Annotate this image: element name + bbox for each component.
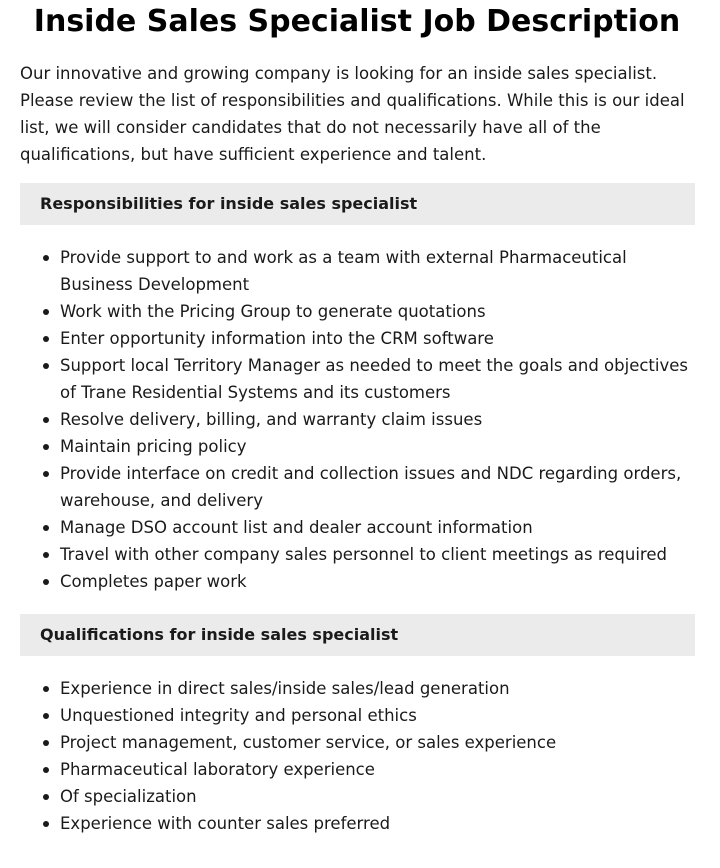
- list-item: Experience in direct sales/inside sales/lead generation: [60, 675, 695, 702]
- qualifications-list: [20, 675, 695, 837]
- list-item: Project management, customer service, or sales experience: [60, 729, 695, 756]
- list-item: Provide interface on credit and collection issues and NDC regarding orders, warehouse, and delivery: [60, 460, 695, 514]
- list-item: Maintain pricing policy: [60, 433, 695, 460]
- list-item: Experience with counter sales preferred: [60, 810, 695, 837]
- intro-paragraph: Our innovative and growing company is looking for an inside sales specialist. Please review the list of responsibilities and qualifications. While this is our ideal list, we will consider candidates that do not necessarily have all of the qualifications, but have sufficient experience and talent.: [20, 64, 685, 164]
- list-item: Resolve delivery, billing, and warranty claim issues: [60, 406, 695, 433]
- list-item: Completes paper work: [60, 568, 695, 595]
- list-item: Work with the Pricing Group to generate quotations: [60, 298, 695, 325]
- list-item: Pharmaceutical laboratory experience: [60, 756, 695, 783]
- list-item: Unquestioned integrity and personal ethics: [60, 702, 695, 729]
- list-item: Of specialization: [60, 783, 695, 810]
- list-item: Enter opportunity information into the CRM software: [60, 325, 695, 352]
- list-item: Support local Territory Manager as needed to meet the goals and objectives of Trane Residential Systems and its customers: [60, 352, 695, 406]
- qualifications-heading: Qualifications for inside sales specialist: [20, 614, 695, 656]
- list-item: Manage DSO account list and dealer account information: [60, 514, 695, 541]
- page-title: Inside Sales Specialist Job Description: [33, 4, 681, 39]
- list-item: Travel with other company sales personnel to client meetings as required: [60, 541, 695, 568]
- responsibilities-list: [20, 244, 695, 595]
- list-item: Provide support to and work as a team with external Pharmaceutical Business Development: [60, 244, 695, 298]
- responsibilities-heading: Responsibilities for inside sales specialist: [20, 183, 695, 225]
